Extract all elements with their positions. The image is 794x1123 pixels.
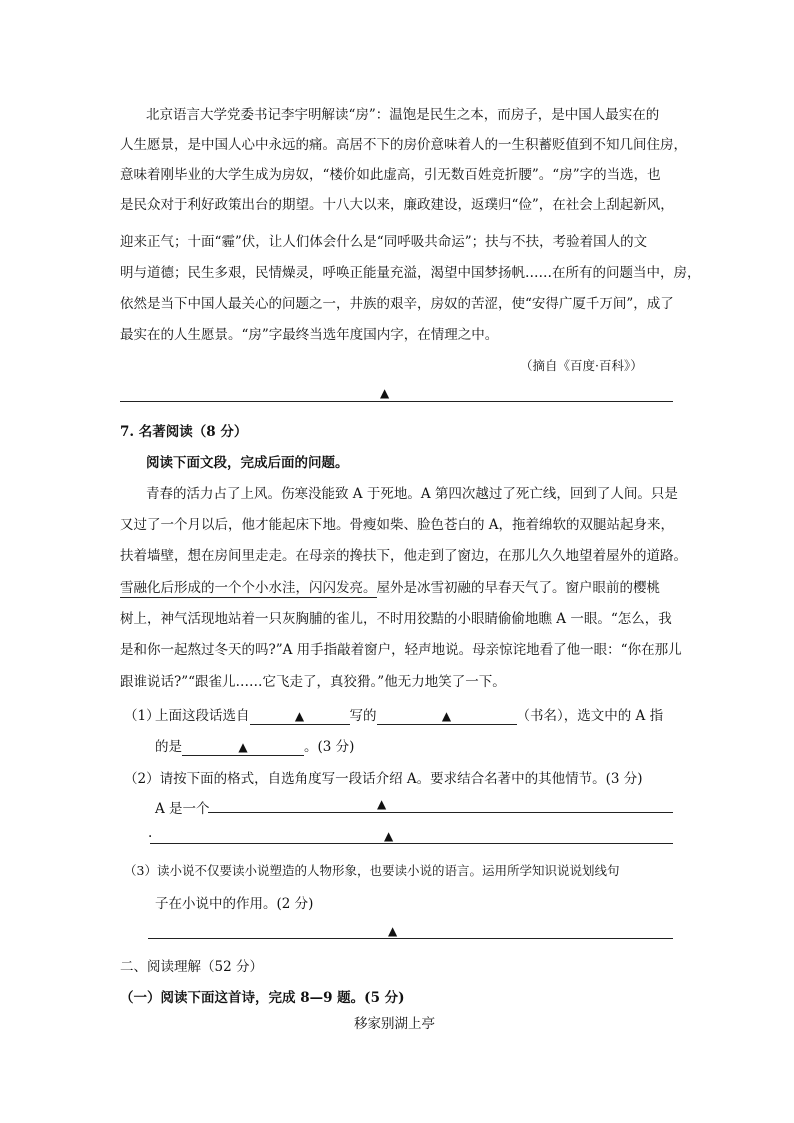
sub-question-3-cont: 子在小说中的作用。(2 分) bbox=[155, 896, 314, 912]
sub-question-text: （书名），选文中的 A 指 bbox=[516, 708, 664, 724]
passage-line: 意味着刚毕业的大学生成为房奴，“楼价如此虚高，引无数百姓竞折腰”。“房”字的当选，也 bbox=[120, 167, 661, 183]
answer-mark-triangle: ▲ bbox=[380, 386, 390, 400]
passage-line: 明与道德；民生多艰，民情燥灵，呼唤正能量充溢，渴望中国梦扬帆……在所有的问题当中，房， bbox=[120, 265, 701, 281]
question-title: 7. 名著阅读（8 分） bbox=[120, 424, 248, 440]
answer-line[interactable] bbox=[150, 843, 673, 844]
answer-line[interactable] bbox=[120, 401, 673, 402]
section-sub-title: （一）阅读下面这首诗，完成 8—9 题。(5 分) bbox=[120, 990, 405, 1006]
sub-question-3 bbox=[124, 861, 619, 879]
passage-line: 依然是当下中国人最关心的问题之一，井族的艰辛，房奴的苦涩，使“安得广厦千万间”，成了 bbox=[120, 296, 674, 312]
poem-title: 移家别湖上亭 bbox=[354, 1016, 435, 1032]
question-instruction: 阅读下面文段，完成后面的问题。 bbox=[146, 455, 349, 471]
author-blank[interactable] bbox=[250, 708, 350, 725]
section-title: 二、阅读理解（52 分） bbox=[120, 959, 263, 975]
sub-question-2 bbox=[124, 767, 643, 787]
sub-question-text: 写的 bbox=[349, 708, 377, 724]
excerpt-text: 屋外是冰雪初融的早春天气了。窗户眼前的樱桃 bbox=[376, 580, 660, 596]
excerpt-line: 青春的活力占了上风。伤寒没能致 A 于死地。A 第四次越过了死亡线，回到了人间。只是 bbox=[146, 486, 678, 502]
sub-question-1-text bbox=[155, 704, 663, 725]
answer-mark-triangle: ▲ bbox=[388, 924, 398, 938]
passage-line: 人生愿景，是中国人心中永远的痛。高居不下的房价意味着人的一生积蓄贬值到不知几间住房， bbox=[120, 137, 687, 153]
answer-mark-triangle: ▲ bbox=[384, 829, 394, 843]
answer-mark-triangle: ▲ bbox=[377, 797, 387, 811]
sub-question-number: （3） bbox=[124, 863, 157, 878]
answer-line[interactable] bbox=[208, 812, 673, 813]
passage-line: 是民众对于利好政策出台的期望。十八大以来，廉政建设，返璞归“俭”，在社会上刮起新风， bbox=[120, 197, 674, 213]
sub-question-text: 请按下面的格式，自选角度写一段话介绍 A。要求结合名著中的其他情节。(3 分) bbox=[159, 771, 643, 787]
excerpt-line: 是和你一起熬过冬天的吗?”A 用手指敲着窗户，轻声地说。母亲惊诧地看了他一眼：“你在那儿 bbox=[120, 642, 682, 658]
character-blank[interactable] bbox=[182, 739, 304, 756]
passage-line: 最实在的人生愿景。“房”字最终当选年度国内字，在情理之中。 bbox=[120, 327, 499, 343]
line-dot: . bbox=[148, 825, 153, 841]
underlined-sentence: 雪融化后形成的一个个小水洼，闪闪发亮。 bbox=[120, 580, 377, 596]
sub-question-text: 读小说不仅要读小说塑造的人物形象，也要读小说的语言。运用所学知识说说划线句 bbox=[156, 863, 620, 878]
sub-question-text: 。(3 分) bbox=[304, 739, 355, 755]
answer-mark-triangle: ▲ bbox=[238, 740, 248, 754]
excerpt-line: 树上，神气活现地站着一只灰胸脯的雀儿，不时用狡黠的小眼睛偷偷地瞧 A 一眼。“怎么，我 bbox=[120, 611, 672, 627]
sub-question-number: （2） bbox=[124, 771, 160, 787]
excerpt-line: 扶着墙壁，想在房间里走走。在母亲的搀扶下，他走到了窗边，在那儿久久地望着屋外的道路。 bbox=[120, 548, 687, 564]
passage-line: 迎来正气；十面“霾”伏，让人们体会什么是“同呼吸共命运”；扶与不扶，考验着国人的文 bbox=[120, 234, 648, 250]
answer-prefix: A 是一个 bbox=[155, 801, 210, 817]
sub-question-number: （1） bbox=[124, 708, 160, 724]
answer-mark-triangle: ▲ bbox=[294, 709, 305, 723]
book-title-blank[interactable] bbox=[377, 708, 517, 725]
excerpt-line: 跟谁说话?”“跟雀儿……它飞走了，真狡猾。”他无力地笑了一下。 bbox=[120, 674, 506, 690]
sub-question-1-text-cont bbox=[155, 735, 354, 756]
sub-question-text: 上面这段话选自 bbox=[155, 708, 250, 724]
source-citation: （摘自《百度·百科》） bbox=[520, 358, 643, 373]
excerpt-line: 又过了一个月以后，他才能起床下地。骨瘦如柴、脸色苍白的 A，拖着绵软的双腿站起身来， bbox=[120, 517, 675, 533]
answer-mark-triangle: ▲ bbox=[441, 709, 452, 723]
excerpt-line bbox=[120, 576, 660, 596]
passage-line: 北京语言大学党委书记李宇明解读“房”：温饱是民生之本，而房子，是中国人最实在的 bbox=[146, 107, 660, 123]
sub-question-text: 的是 bbox=[155, 739, 182, 755]
answer-line[interactable] bbox=[148, 938, 673, 939]
